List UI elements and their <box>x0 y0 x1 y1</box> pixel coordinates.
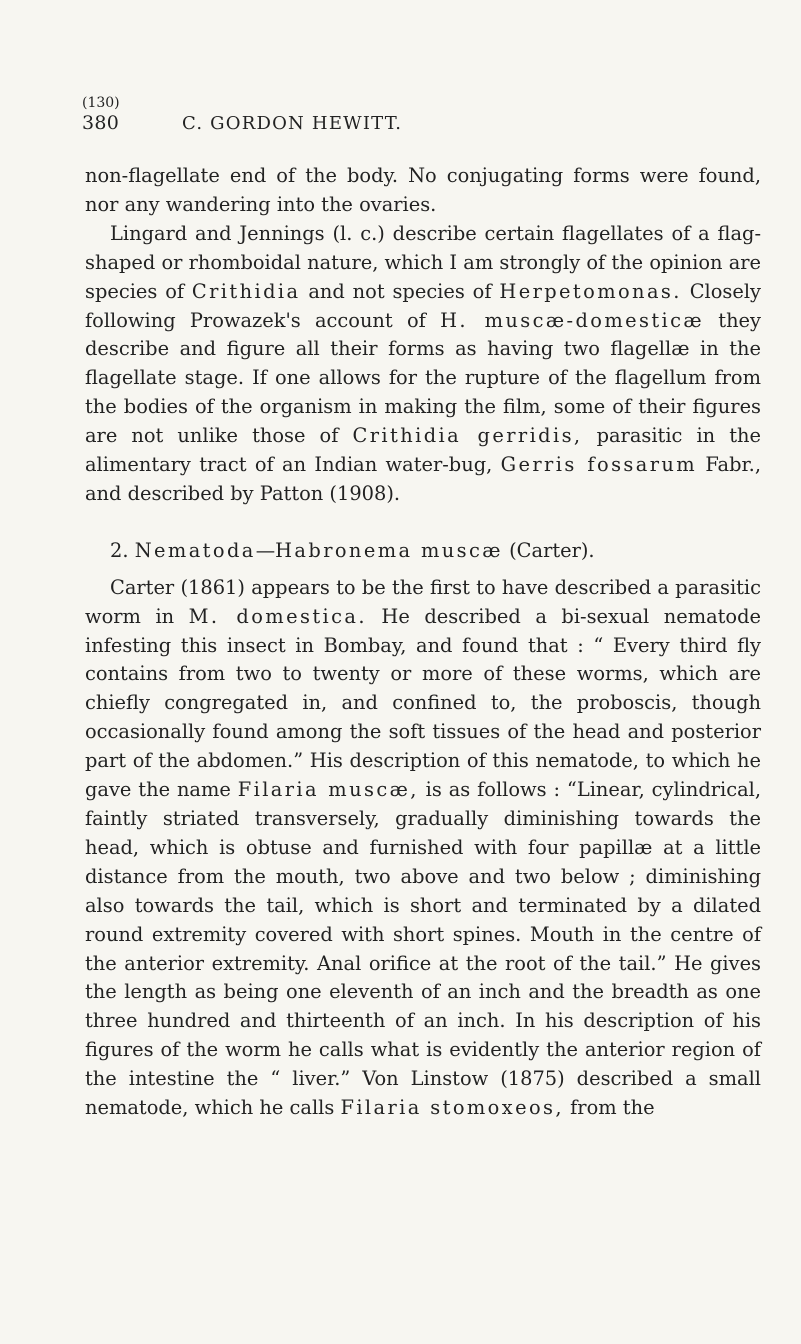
paragraph-text: Carter (1861) appears to be the first to have described a parasitic worm in <box>85 575 761 628</box>
paragraph-text: non-flagellate end of the body. No conjugating forms were found, nor any wandering into the ovaries. <box>85 164 761 216</box>
paragraph-text: is as follows : “Linear, cylindrical, faintly striated transversely, gradually diminishing towards the head, which is obtuse and furnished with four papillæ at a little distance from the mouth, two above and two below ; diminishing also towards the tail, which is short and terminated by a dilated round extremity covered with short spines. Mouth in the centre of the anterior extremity. Anal orifice at the root of the tail.” He gives the length as being one eleventh of an inch and the breadth as one three hundred and thirteenth of an inch. In his description of his figures of the worm he calls what is evidently the anterior region of the intestine the “ liver.” Von Linstow (1875) described a small nematode, which he calls <box>85 778 761 1120</box>
section-author: (Carter). <box>502 538 595 562</box>
section-gap <box>85 566 761 574</box>
species-name: Crithidia <box>191 279 301 303</box>
paragraph-text: and not species of <box>300 279 500 303</box>
section-species: Habronema muscæ <box>275 538 503 562</box>
species-name: Crithidia gerridis, <box>352 424 583 448</box>
running-head: C. GORDON HEWITT. <box>182 113 403 134</box>
paragraph-text: He described a bi-sexual nematode infesting this insect in Bombay, and found that : “ Every third fly contains from two to twenty or more of these worms, which are chiefly congregated in, and confined to, the proboscis, though occasionally found among the soft tissues of the head and posterior part of the abdomen.” His description of this nematode, to which he gave the name <box>85 604 761 802</box>
species-name: M. domestica. <box>188 604 367 628</box>
paragraph-text: Fabr., and described by Patton (1908). <box>85 453 761 505</box>
page-header <box>82 112 762 134</box>
species-name: Filaria stomoxeos, <box>340 1096 564 1120</box>
paragraph-text: they describe and figure all their forms as having two flagellæ in the flagellate stage. If one allows for the rupture of the flagellum from the bodies of the organism in making the film, some of their figures are not unlike those of <box>85 308 761 448</box>
page-number: 380 <box>82 112 120 134</box>
body-text <box>85 162 761 1123</box>
paragraph-text: parasitic in the alimentary tract of an Indian water-bug, <box>85 424 761 477</box>
species-name: Filaria muscæ, <box>237 778 419 802</box>
paragraph-carter <box>85 574 761 1123</box>
section-heading <box>85 537 761 566</box>
paragraph-text: Lingard and Jennings (l. c.) describe certain flagellates of a flag-shaped or rhomboidal nature, which I am strongly of the opinion are species of <box>85 221 761 303</box>
paragraph-continuation <box>85 162 761 220</box>
species-name: H. muscæ-domesticæ <box>440 308 705 332</box>
page-marker: (130) <box>82 95 120 111</box>
section-number: 2. <box>110 538 129 562</box>
paragraph-text: from the <box>563 1096 655 1120</box>
section-gap <box>85 509 761 537</box>
section-title: Nematoda <box>134 538 256 562</box>
paragraph-lingard <box>85 220 761 509</box>
species-name: Gerris fossarum <box>500 453 698 477</box>
section-dash: — <box>255 538 276 562</box>
paragraph-text: Closely following Prowazek's account of <box>85 279 761 332</box>
species-name: Herpetomonas. <box>499 279 682 303</box>
